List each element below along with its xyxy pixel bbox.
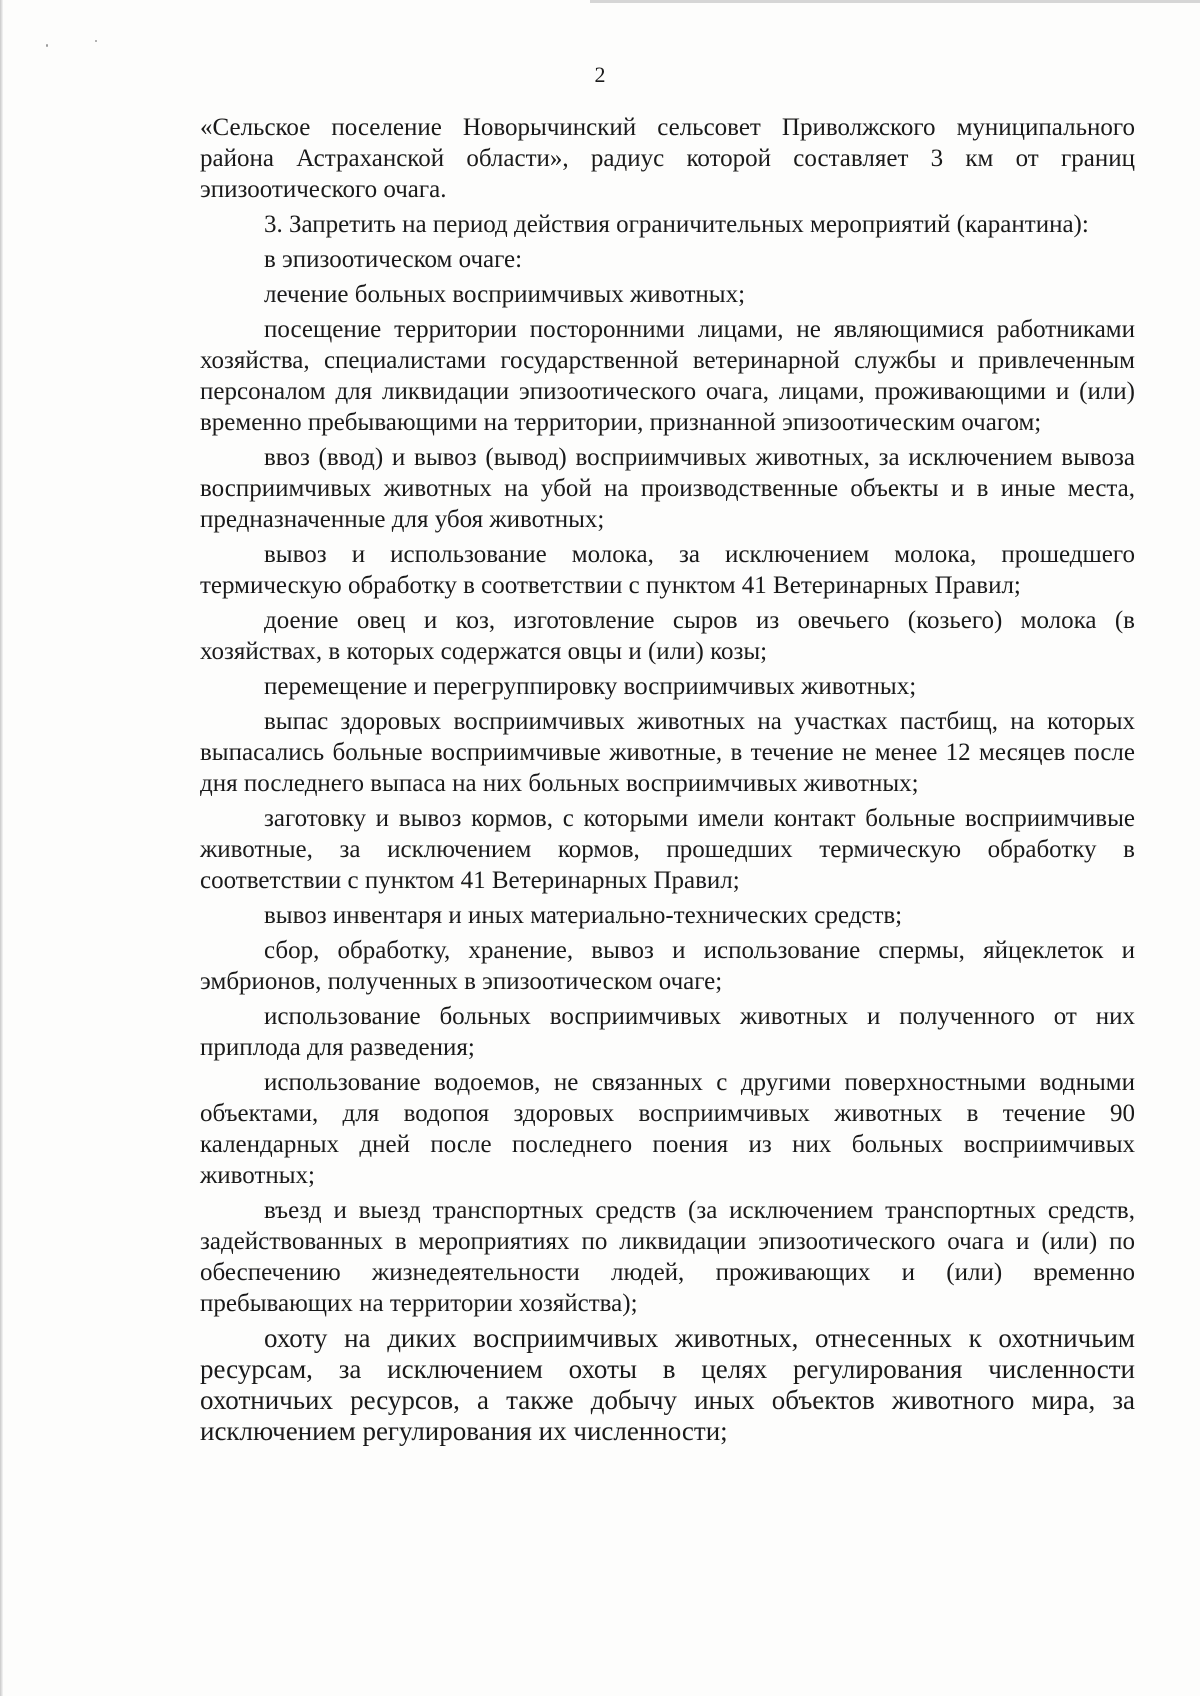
paragraph-prohibition: доение овец и коз, изготовление сыров из овечьего (козьего) молока (в хозяйствах, в которых содержатся овцы и (или) козы; (200, 607, 1135, 665)
paragraph-prohibition: лечение больных восприимчивых животных; (264, 281, 746, 308)
paragraph-prohibition: охоту на диких восприимчивых животных, отнесенных к охотничьим ресурсам, за исключением охоты в целях регулирования численности охотничьих ресурсов, а также добычу иных объектов животного мира, за исключением регулирования их численности; (200, 1323, 1135, 1446)
paragraph-prohibition: ввоз (ввод) и вывоз (вывод) восприимчивых животных, за исключением вывоза восприимчивых животных на убой на производственные объекты и в иные места, предназначенные для убоя животных; (200, 444, 1135, 533)
paragraph-prohibition: использование больных восприимчивых животных и полученного от них приплода для разведения; (200, 1003, 1135, 1061)
page-number: 2 (594, 62, 606, 87)
paragraph-prohibition: сбор, обработку, хранение, вывоз и использование спермы, яйцеклеток и эмбрионов, полученных в эпизоотическом очаге; (200, 937, 1135, 995)
paragraph-prohibition: вывоз и использование молока, за исключением молока, прошедшего термическую обработку в соответствии с пунктом 41 Ветеринарных Правил; (200, 541, 1135, 599)
paragraph-continuation: «Сельское поселение Новорычинский сельсовет Приволжского муниципального района Астраханской области», радиус которой составляет 3 км от границ эпизоотического очага. (200, 114, 1135, 203)
paragraph-prohibition: перемещение и перегруппировку восприимчивых животных; (264, 673, 917, 700)
paragraph-prohibition: посещение территории посторонними лицами, не являющимися работниками хозяйства, специалистами государственной ветеринарной службы и привлеченным персоналом для ликвидации эпизоотического очага, лицами, проживающими и (или) временно пребывающими на территории, признанной эпизоотическим очагом; (200, 316, 1135, 436)
paragraph-subheading: в эпизоотическом очаге: (264, 246, 523, 273)
paragraph-prohibition: вывоз инвентаря и иных материально-технических средств; (264, 902, 903, 929)
scan-speck (95, 40, 97, 42)
paragraph-prohibition: заготовку и вывоз кормов, с которыми имели контакт больные восприимчивые животные, за исключением кормов, прошедших термическую обработку в соответствии с пунктом 41 Ветеринарных Правил; (200, 805, 1135, 894)
paragraph-prohibition: выпас здоровых восприимчивых животных на участках пастбищ, на которых выпасались больные восприимчивые животные, в течение не менее 12 месяцев после дня последнего выпаса на них больных восприимчивых животных; (200, 708, 1135, 797)
scan-speck (46, 44, 48, 47)
scan-edge-left (0, 0, 3, 1696)
paragraph-prohibition: использование водоемов, не связанных с другими поверхностными водными объектами, для водопоя здоровых восприимчивых животных в течение 90 календарных дней после последнего поения из них больных восприимчивых животных; (200, 1069, 1135, 1189)
paragraph-prohibition: въезд и выезд транспортных средств (за исключением транспортных средств, задействованных в мероприятиях по ликвидации эпизоотического очага и (или) по обеспечению жизнедеятельности людей, проживающих и (или) временно пребывающих на территории хозяйства); (200, 1197, 1135, 1317)
scan-edge-top (590, 0, 1200, 3)
document-body (200, 112, 1135, 1451)
paragraph-item-3: 3. Запретить на период действия ограничительных мероприятий (карантина): (264, 211, 1089, 238)
